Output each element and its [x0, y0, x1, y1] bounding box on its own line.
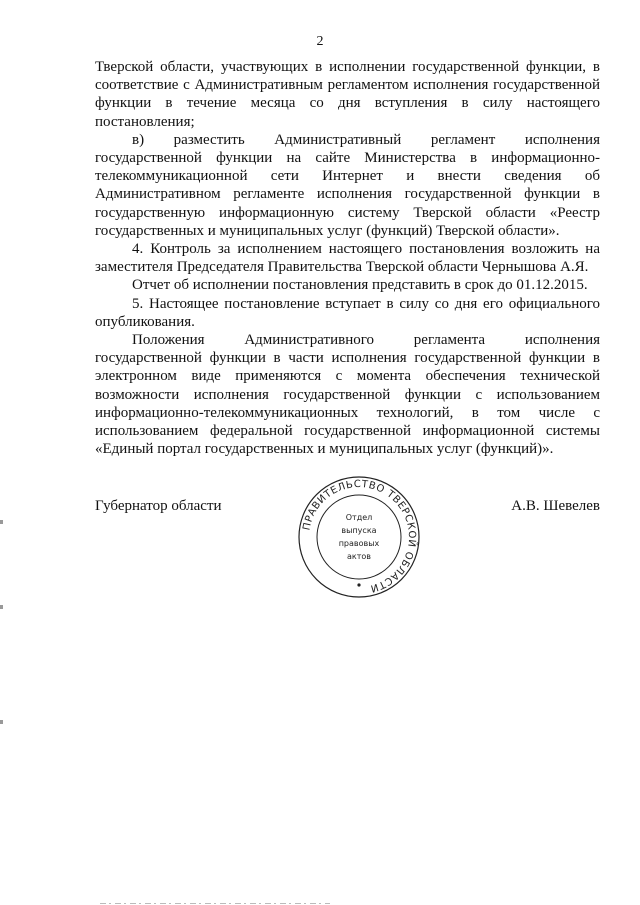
signer-name: А.В. Шевелев — [511, 498, 600, 514]
scan-mark — [0, 720, 3, 724]
page-number: 2 — [316, 34, 324, 49]
stamp-dot — [357, 583, 360, 586]
stamp-line: выпуска — [341, 526, 377, 535]
official-stamp — [296, 474, 422, 600]
stamp-line: актов — [346, 552, 372, 561]
stamp-line: Отдел — [345, 513, 373, 522]
stamp-line: правовых — [338, 539, 380, 548]
paragraph: 4. Контроль за исполнением настоящего постановления возложить на заместителя Председателя Правительства Тверской области Чернышова А.Я. — [95, 241, 600, 276]
signer-position: Губернатор области — [95, 498, 222, 514]
paragraph: 5. Настоящее постановление вступает в силу со дня его официального опубликования. — [95, 295, 600, 330]
document-body — [95, 58, 600, 458]
stamp-ring-textpath: ПРАВИТЕЛЬСТВО ТВЕРСКОЙ ОБЛАСТИ — [301, 478, 418, 594]
scan-mark — [0, 605, 3, 609]
paragraph: Тверской области, участвующих в исполнении государственной функции, в соответствие с Административным регламентом исполнения государственной функции в течение месяца со дня вступления в силу настоящего постановления; — [95, 59, 600, 130]
scan-mark — [0, 520, 3, 524]
paragraph: Положения Административного регламента исполнения государственной функции в части исполнения государственной функции в электронном виде применяются с момента обеспечения технической возможности исполнения государственной функции с использованием информационно-телекоммуникационных технологий, в том числе с использованием федеральной государственной информационной системы «Единый портал государственных и муниципальных услуг (функций)». — [95, 332, 600, 458]
paragraph: в) разместить Административный регламент исполнения государственной функции на сайте Министерства в информационно-телекоммуникационной сети Интернет и внести сведения об Административном регламенте исполнения государственной функции в государственную информационную систему Тверской области «Реестр государственных и муниципальных услуг (функций) Тверской области». — [95, 131, 600, 239]
paragraph: Отчет об исполнении постановления представить в срок до 01.12.2015. — [132, 277, 588, 294]
